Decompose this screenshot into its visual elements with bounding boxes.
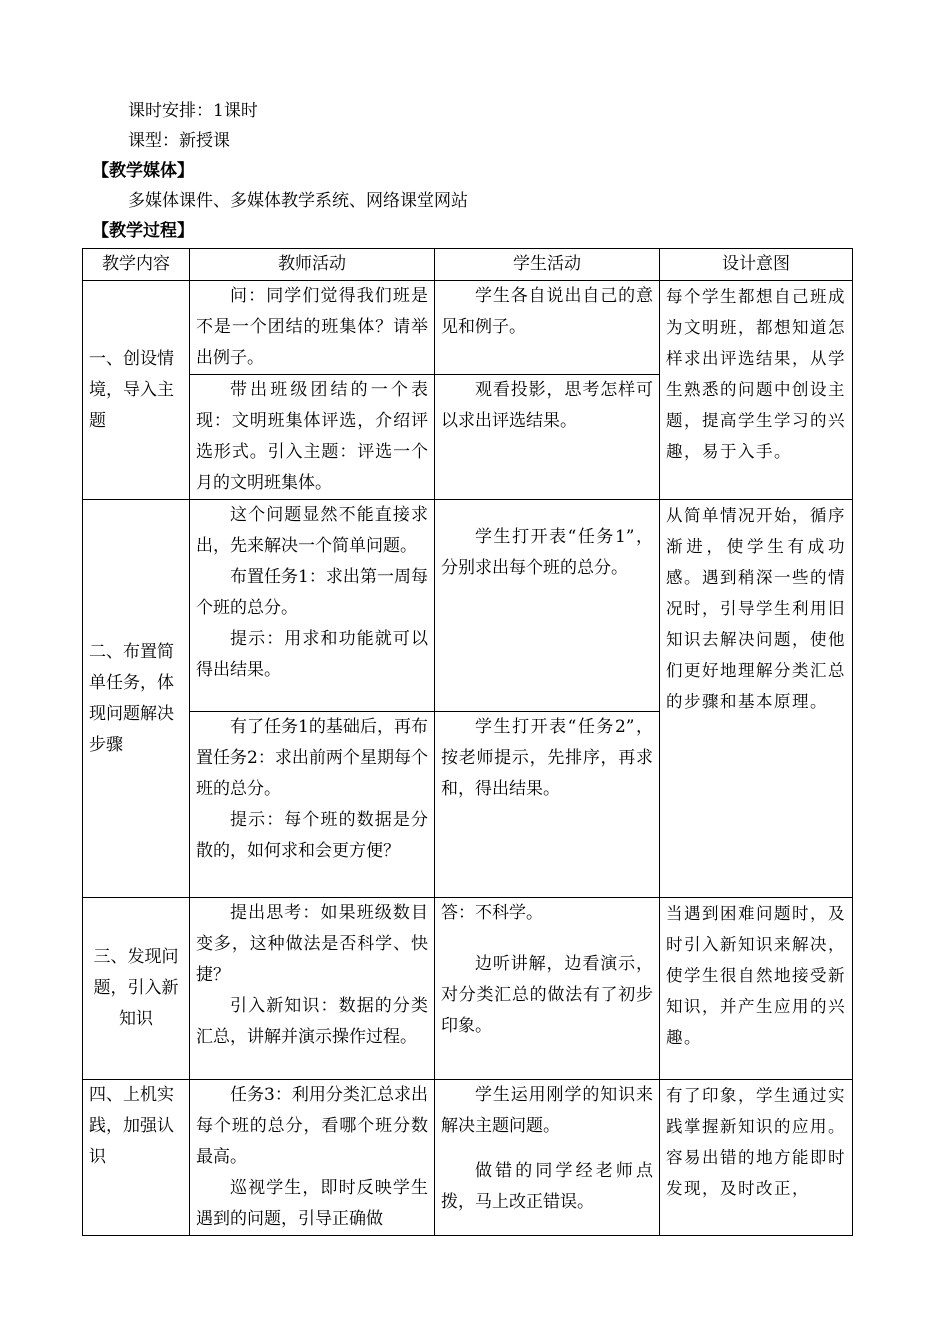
header-intent: 设计意图 xyxy=(660,249,853,281)
text-paragraph: 容易出错的地方能即时发现，及时改正， xyxy=(666,1148,846,1198)
text-paragraph: 布置任务1：求出第一周每个班的总分。 xyxy=(196,567,428,618)
row3-content: 三、发现问题，引入新知识 xyxy=(83,898,190,1080)
text-paragraph: 提出思考：如果班级数目变多，这种做法是否科学、快捷？ xyxy=(196,903,428,985)
header-content: 教学内容 xyxy=(83,249,190,281)
row1-content: 一、创设情境，导入主题 xyxy=(83,281,190,500)
header-student: 学生活动 xyxy=(435,249,660,281)
header-teacher: 教师活动 xyxy=(190,249,435,281)
row3-student xyxy=(435,898,660,1080)
row1-teacher-a xyxy=(190,281,435,375)
row3-teacher xyxy=(190,898,435,1080)
table-row xyxy=(83,1080,853,1236)
text-paragraph: 从简单情况开始，循序渐进，使学生有成功感。遇到稍深一些的情况时，引导学生利用旧知识去解决问题，使他们更好地理解分类汇总的步骤和基本原理。 xyxy=(666,506,846,711)
text-paragraph: 这个问题显然不能直接求出，先来解决一个简单问题。 xyxy=(196,505,428,556)
row1-teacher-b xyxy=(190,375,435,500)
text-paragraph: 做错的同学经老师点拨，马上改正错误。 xyxy=(441,1161,653,1212)
text-paragraph: 有了印象，学生通过实践掌握新知识的应用。 xyxy=(666,1086,846,1136)
text-paragraph: 学生运用刚学的知识来解决主题问题。 xyxy=(441,1085,653,1136)
table-row xyxy=(83,281,853,375)
text-paragraph: 观看投影，思考怎样可以求出评选结果。 xyxy=(441,380,653,431)
row1-student-b xyxy=(435,375,660,500)
row1-intent xyxy=(660,281,853,500)
text-paragraph: 提示：每个班的数据是分散的，如何求和会更方便？ xyxy=(196,810,428,861)
media-heading: 【教学媒体】 xyxy=(92,161,194,181)
row2-intent xyxy=(660,500,853,898)
text-paragraph: 答：不科学。 xyxy=(441,903,543,923)
text-paragraph: 提示：用求和功能就可以得出结果。 xyxy=(196,629,428,680)
row2-student-b xyxy=(435,712,660,898)
lesson-type: 课型：新授课 xyxy=(128,131,230,151)
text-paragraph: 巡视学生，即时反映学生遇到的问题，引导正确做 xyxy=(196,1178,428,1229)
teaching-process-table xyxy=(82,248,853,1236)
row2-content: 二、布置简单任务，体现问题解决步骤 xyxy=(83,500,190,898)
row2-teacher-b xyxy=(190,712,435,898)
row1-student-a xyxy=(435,281,660,375)
row2-teacher-a xyxy=(190,500,435,712)
text-paragraph: 学生各自说出自己的意见和例子。 xyxy=(441,286,653,337)
row4-teacher xyxy=(190,1080,435,1236)
media-text: 多媒体课件、多媒体教学系统、网络课堂网站 xyxy=(128,191,468,211)
class-hours: 课时安排：1课时 xyxy=(128,101,258,121)
row3-intent xyxy=(660,898,853,1080)
row4-student xyxy=(435,1080,660,1236)
text-paragraph: 每个学生都想自己班成为文明班，都想知道怎样求出评选结果，从学生熟悉的问题中创设主题，提高学生学习的兴趣，易于入手。 xyxy=(666,287,846,461)
row2-student-a xyxy=(435,500,660,712)
text-paragraph: 边听讲解，边看演示，对分类汇总的做法有了初步印象。 xyxy=(441,954,653,1036)
table-row xyxy=(83,898,853,1080)
table-row xyxy=(83,500,853,712)
text-paragraph: 问：同学们觉得我们班是不是一个团结的班集体？请举出例子。 xyxy=(196,286,428,368)
text-paragraph: 带出班级团结的一个表现：文明班集体评选，介绍评选形式。引入主题：评选一个月的文明班集体。 xyxy=(196,380,428,493)
process-heading: 【教学过程】 xyxy=(92,221,194,241)
row4-intent xyxy=(660,1080,853,1236)
text-paragraph: 学生打开表“任务1”，分别求出每个班的总分。 xyxy=(441,527,653,578)
text-paragraph: 有了任务1的基础后，再布置任务2：求出前两个星期每个班的总分。 xyxy=(196,717,428,799)
table-header-row xyxy=(83,249,853,281)
text-paragraph: 任务3：利用分类汇总求出每个班的总分，看哪个班分数最高。 xyxy=(196,1085,428,1167)
text-paragraph: 引入新知识：数据的分类汇总，讲解并演示操作过程。 xyxy=(196,996,428,1047)
row4-content: 四、上机实践，加强认识 xyxy=(83,1080,190,1236)
text-paragraph: 学生打开表“任务2”，按老师提示，先排序，再求和，得出结果。 xyxy=(441,717,653,799)
text-paragraph: 当遇到困难问题时，及时引入新知识来解决，使学生很自然地接受新知识，并产生应用的兴趣。 xyxy=(666,904,846,1047)
